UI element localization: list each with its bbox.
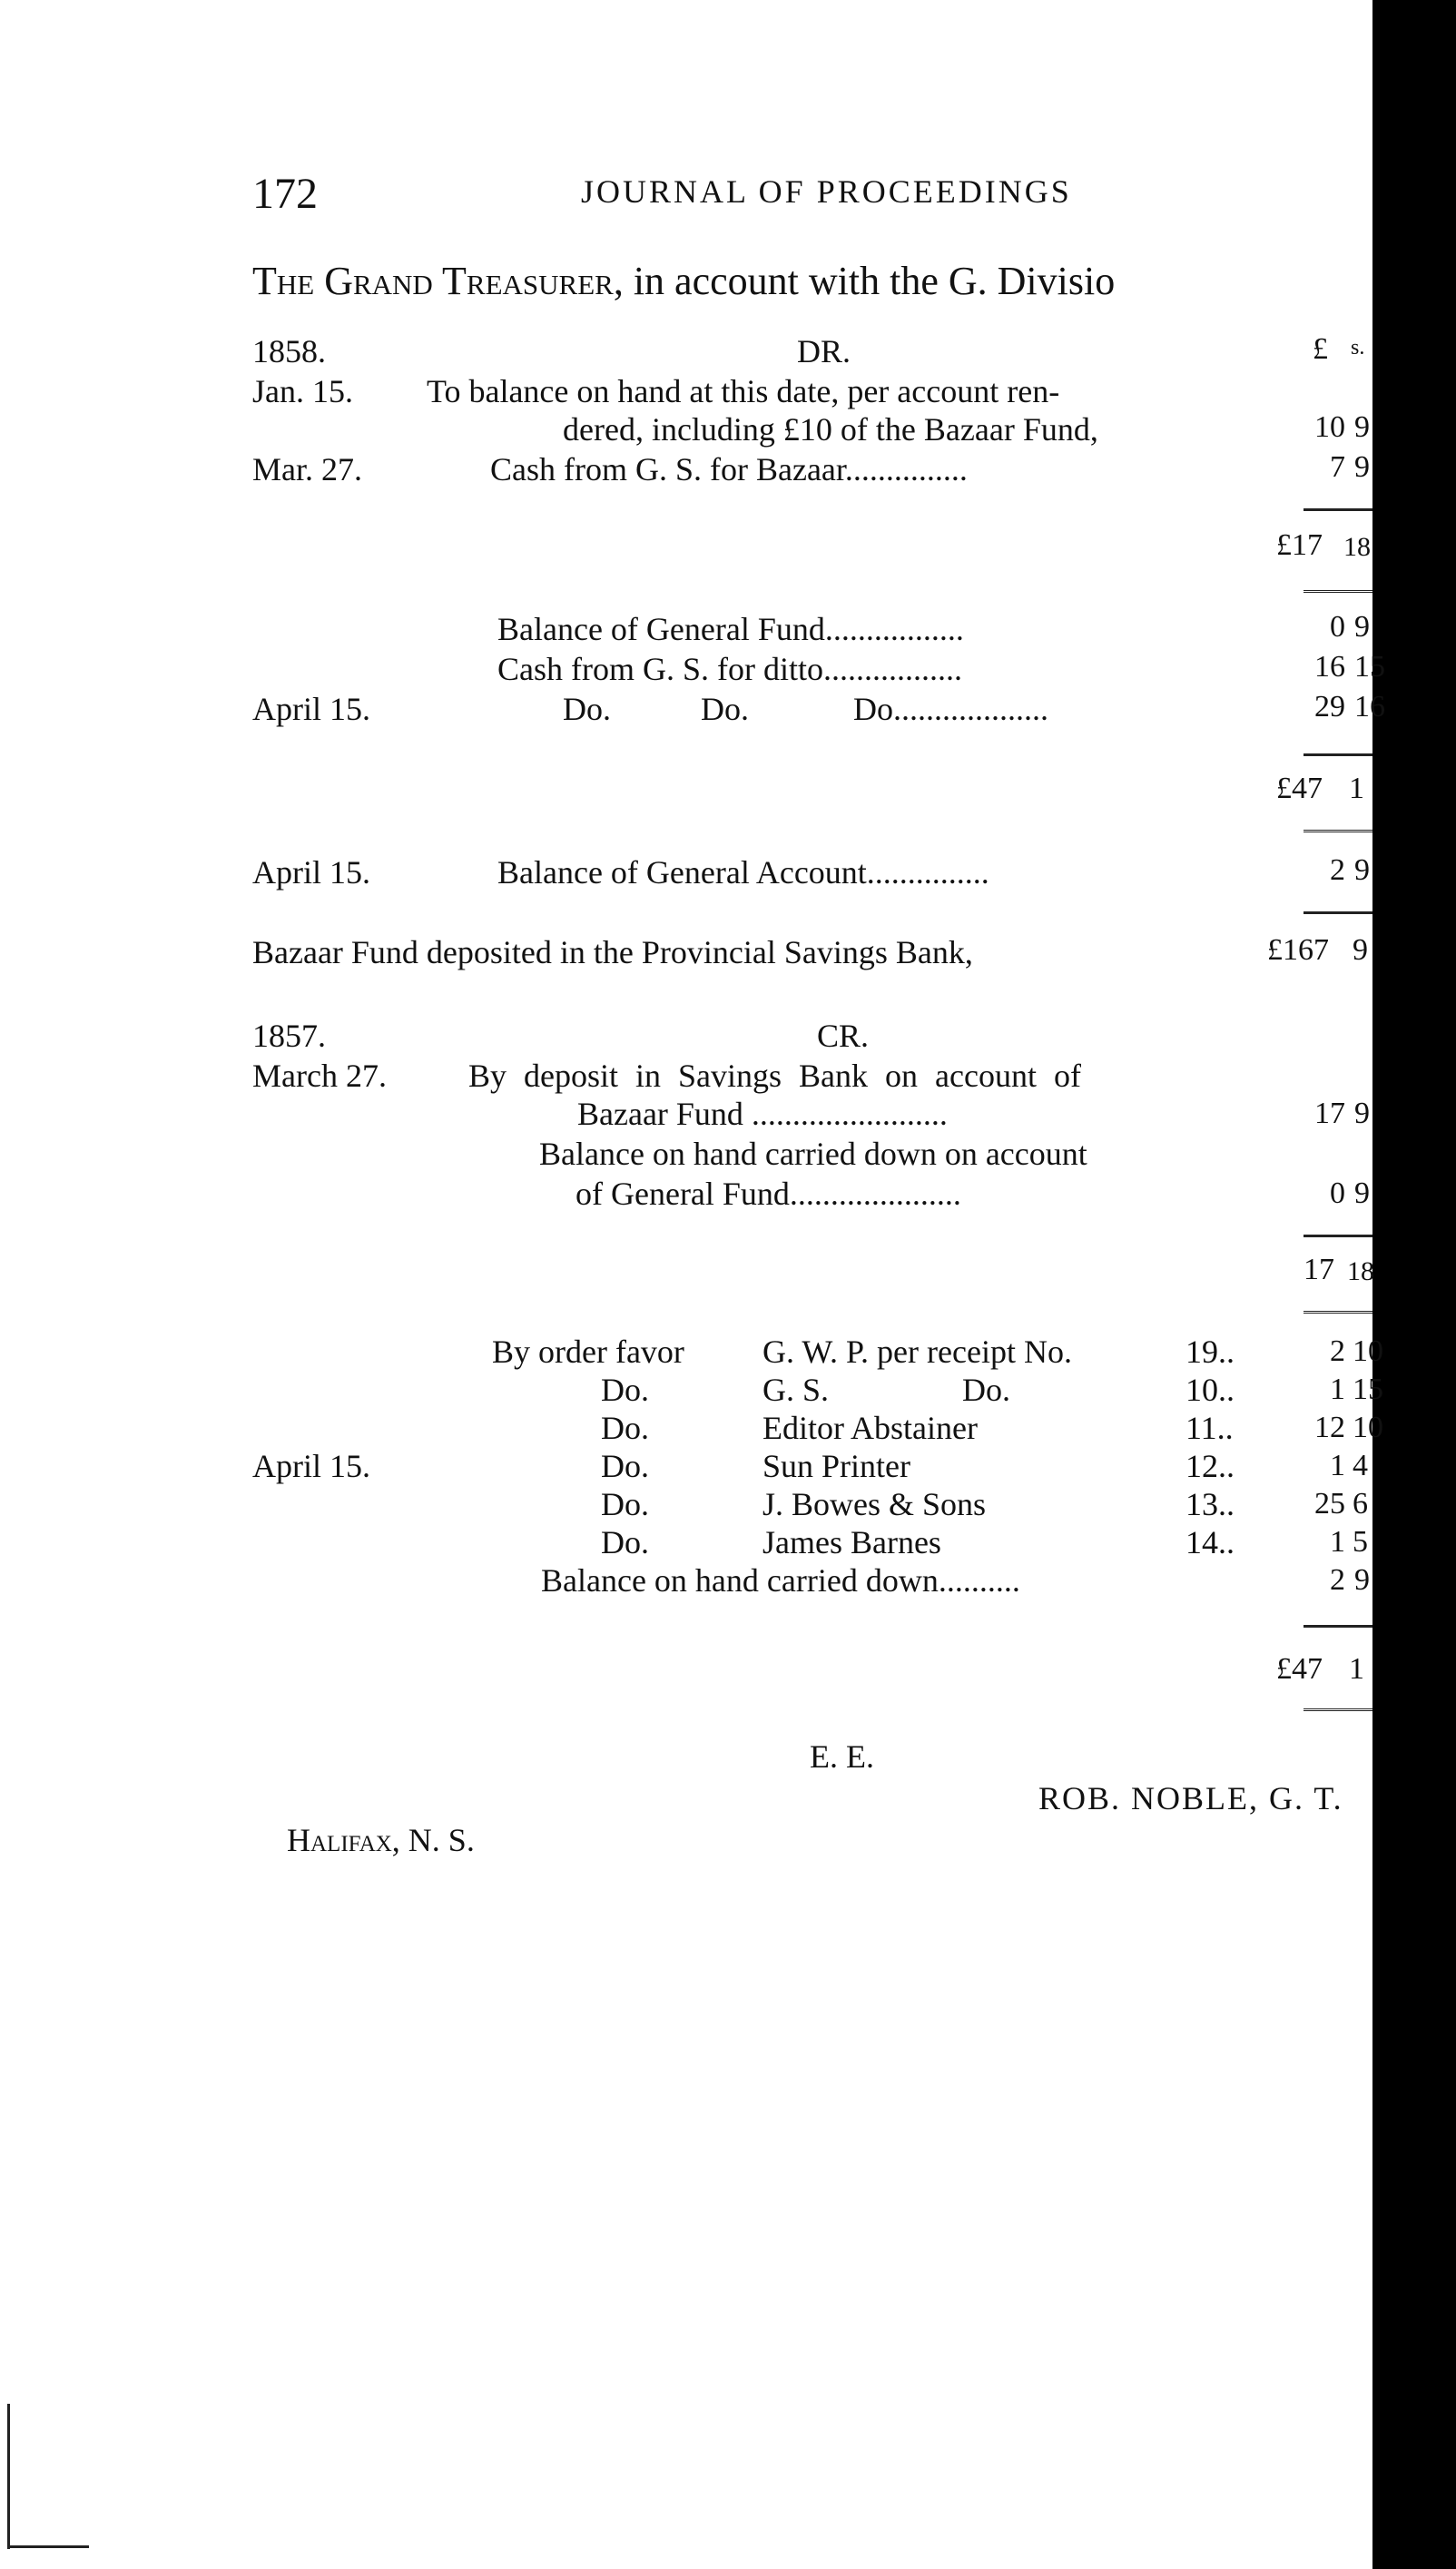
dr-date-1: Jan. 15. bbox=[252, 373, 353, 409]
order-4-col3: 12.. bbox=[1185, 1448, 1235, 1484]
cr-entry-4-shillings: 9 bbox=[1354, 1176, 1370, 1210]
order-6-col2: James Barnes bbox=[762, 1524, 941, 1560]
balance-carried-text: Balance on hand carried down.......... bbox=[541, 1562, 1020, 1599]
shilling-header: s. bbox=[1351, 336, 1365, 359]
order-3-pounds: 12 bbox=[1314, 1411, 1345, 1444]
dr-entry-1: To balance on hand at this date, per account ren- bbox=[427, 373, 1060, 409]
order-1-shillings: 10 bbox=[1353, 1334, 1383, 1368]
order-4-col2: Sun Printer bbox=[762, 1448, 911, 1484]
order-4-pounds: 1 bbox=[1330, 1449, 1345, 1482]
order-3-shillings: 10 bbox=[1353, 1411, 1383, 1444]
dr-entry-4-pounds: 0 bbox=[1330, 610, 1345, 644]
order-4-col1: Do. bbox=[601, 1448, 649, 1484]
dr-entry-3-pounds: 7 bbox=[1330, 450, 1345, 484]
order-1-pounds: 2 bbox=[1330, 1334, 1345, 1368]
order-2-pounds: 1 bbox=[1330, 1373, 1345, 1406]
order-5-col1: Do. bbox=[601, 1486, 649, 1522]
cr-entry-3: Balance on hand carried down on account bbox=[539, 1136, 1087, 1172]
order-2-col2: G. S. bbox=[762, 1372, 830, 1408]
order-5-pounds: 25 bbox=[1314, 1487, 1345, 1521]
page-edge-shadow bbox=[1372, 0, 1456, 2569]
rule-cr-1b bbox=[1304, 1311, 1372, 1317]
title-treasurer: The Grand Treasurer, bbox=[252, 259, 624, 303]
dr-heading: DR. bbox=[797, 333, 851, 369]
running-head: JOURNAL OF PROCEEDINGS bbox=[581, 173, 1072, 210]
order-2-col1: Do. bbox=[601, 1372, 649, 1408]
dr-total-2-shillings: 1 bbox=[1349, 772, 1364, 805]
cr-entry-2-shillings: 9 bbox=[1354, 1097, 1370, 1130]
order-2-col2b: Do. bbox=[962, 1372, 1010, 1408]
dr-entry-5-pounds: 16 bbox=[1314, 650, 1345, 684]
cr-date-1: March 27. bbox=[252, 1058, 387, 1094]
dr-do-1: Do. bbox=[563, 691, 611, 727]
order-1-col3: 19.. bbox=[1185, 1334, 1235, 1370]
cr-entry-2-pounds: 17 bbox=[1314, 1097, 1345, 1130]
signature: ROB. NOBLE, G. T. bbox=[1038, 1780, 1343, 1816]
cr-heading: CR. bbox=[817, 1018, 870, 1054]
dr-entry-6-shillings: 16 bbox=[1354, 690, 1385, 723]
bazaar-fund-pounds: £167 bbox=[1267, 933, 1329, 967]
cr-entry-2: Bazaar Fund ........................ bbox=[577, 1096, 948, 1132]
initials: E. E. bbox=[810, 1738, 874, 1775]
order-3-col3: 11.. bbox=[1185, 1410, 1234, 1446]
bazaar-fund-text: Bazaar Fund deposited in the Provincial Savings Bank, bbox=[252, 934, 973, 970]
dr-entry-2-shillings: 9 bbox=[1354, 410, 1370, 444]
dr-entry-3-shillings: 9 bbox=[1354, 450, 1370, 484]
balance-carried-shillings: 9 bbox=[1354, 1563, 1370, 1597]
rule-dr-1 bbox=[1304, 508, 1372, 511]
place: Halifax, N. S. bbox=[287, 1822, 475, 1858]
order-6-col3: 14.. bbox=[1185, 1524, 1235, 1560]
dr-do-2: Do. bbox=[701, 691, 749, 727]
rule-cr-1 bbox=[1304, 1235, 1372, 1237]
dr-year: 1858. bbox=[252, 333, 326, 369]
account-title bbox=[252, 258, 1115, 304]
order-6-shillings: 5 bbox=[1353, 1525, 1368, 1559]
dr-entry-5: Cash from G. S. for ditto................. bbox=[497, 651, 962, 687]
rule-dr-2 bbox=[1304, 753, 1372, 756]
balance-carried-pounds: 2 bbox=[1330, 1563, 1345, 1597]
rule-dr-2b bbox=[1304, 830, 1372, 836]
order-3-col2: Editor Abstainer bbox=[762, 1410, 978, 1446]
order-6-pounds: 1 bbox=[1330, 1525, 1345, 1559]
rule-cr-2 bbox=[1304, 1625, 1372, 1628]
dr-total-1-pounds: £17 bbox=[1276, 528, 1323, 562]
rule-dr-3 bbox=[1304, 911, 1372, 914]
pound-header: £ bbox=[1313, 332, 1328, 366]
dr-total-1-shillings: 18 bbox=[1343, 532, 1371, 562]
order-1-col2: G. W. P. per receipt No. bbox=[762, 1334, 1072, 1370]
balance-general-date: April 15. bbox=[252, 854, 370, 891]
cr-total-1-pounds: 17 bbox=[1304, 1253, 1334, 1286]
order-6-col1: Do. bbox=[601, 1524, 649, 1560]
dr-entry-5-shillings: 15 bbox=[1354, 650, 1385, 684]
cr-entry-4: of General Fund..................... bbox=[576, 1176, 961, 1212]
dr-do-3: Do................... bbox=[853, 691, 1048, 727]
order-5-col2: J. Bowes & Sons bbox=[762, 1486, 987, 1522]
bazaar-fund-shillings: 9 bbox=[1353, 933, 1368, 967]
dr-entry-2-pounds: 10 bbox=[1314, 410, 1345, 444]
title-division: in account with the G. Divisio bbox=[633, 259, 1116, 303]
rule-dr-1b bbox=[1304, 590, 1372, 596]
rule-cr-2b bbox=[1304, 1708, 1372, 1715]
dr-total-2-pounds: £47 bbox=[1276, 772, 1323, 805]
page-number: 172 bbox=[252, 170, 318, 218]
order-4-date: April 15. bbox=[252, 1448, 370, 1484]
cr-total-1-shillings: 18 bbox=[1347, 1256, 1374, 1286]
dr-entry-2: dered, including £10 of the Bazaar Fund, bbox=[563, 411, 1098, 448]
order-2-col3: 10.. bbox=[1185, 1372, 1235, 1408]
cr-total-2-pounds: £47 bbox=[1276, 1652, 1323, 1686]
order-5-shillings: 6 bbox=[1353, 1487, 1368, 1521]
dr-date-6: April 15. bbox=[252, 691, 370, 727]
order-4-shillings: 4 bbox=[1353, 1449, 1368, 1482]
dr-entry-4-shillings: 9 bbox=[1354, 610, 1370, 644]
balance-general-shillings: 9 bbox=[1354, 853, 1370, 887]
scan-artifact-line bbox=[7, 2545, 89, 2548]
order-5-col3: 13.. bbox=[1185, 1486, 1235, 1522]
dr-entry-4: Balance of General Fund................. bbox=[497, 611, 964, 647]
order-2-shillings: 15 bbox=[1353, 1373, 1383, 1406]
order-1-col1: By order favor bbox=[492, 1334, 684, 1370]
cr-total-2-shillings: 1 bbox=[1349, 1652, 1364, 1686]
cr-entry-4-pounds: 0 bbox=[1330, 1176, 1345, 1210]
balance-general-pounds: 2 bbox=[1330, 853, 1345, 887]
cr-year: 1857. bbox=[252, 1018, 326, 1054]
dr-entry-3: Cash from G. S. for Bazaar............... bbox=[490, 451, 968, 487]
dr-date-3: Mar. 27. bbox=[252, 451, 362, 487]
scan-artifact-bracket bbox=[7, 2404, 55, 2549]
balance-general-text: Balance of General Account............... bbox=[497, 854, 989, 891]
cr-entry-1: By deposit in Savings Bank on account of bbox=[468, 1058, 1081, 1094]
dr-entry-6-pounds: 29 bbox=[1314, 690, 1345, 723]
order-3-col1: Do. bbox=[601, 1410, 649, 1446]
